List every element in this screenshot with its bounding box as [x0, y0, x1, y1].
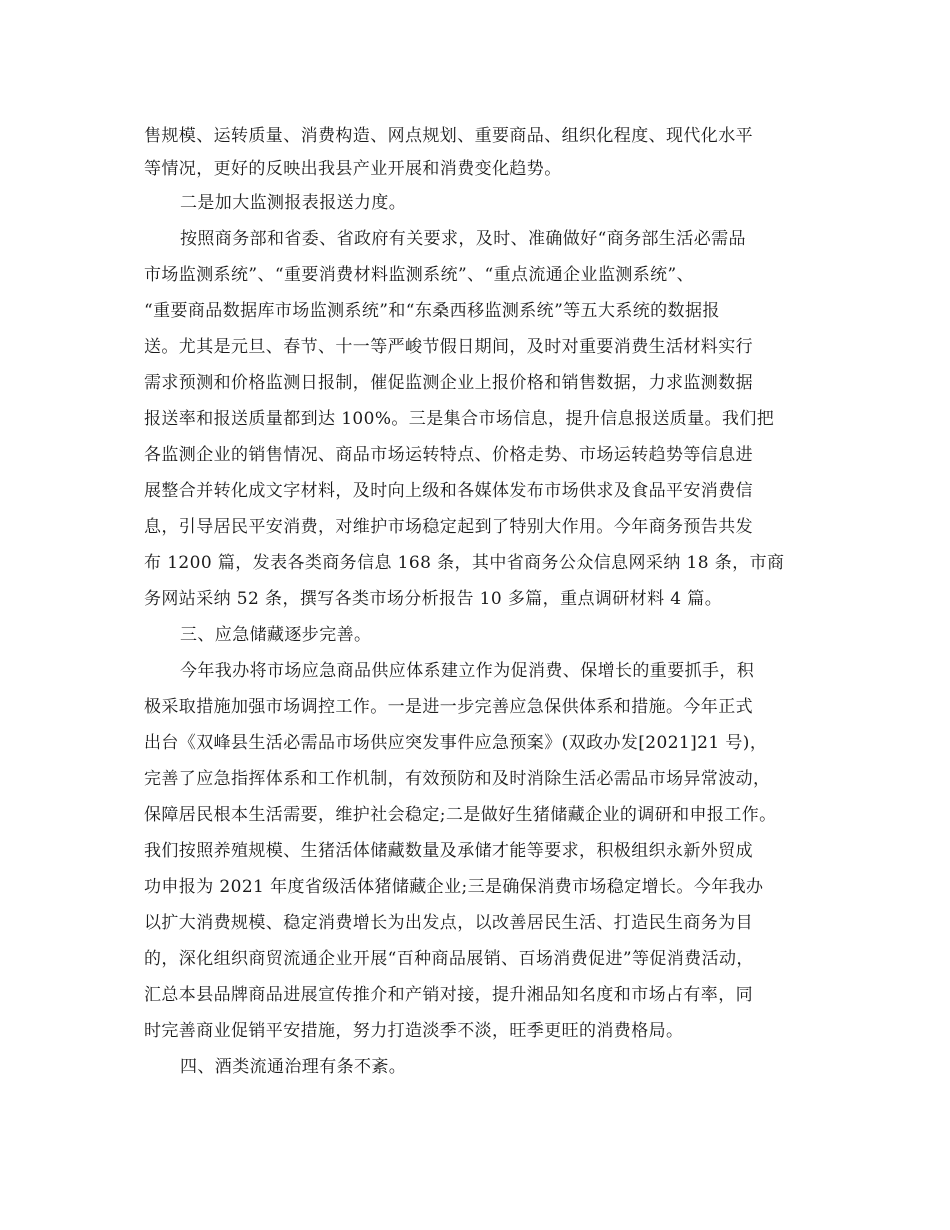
text-line: 按照商务部和省委、省政府有关要求，及时、准确做好“商务部生活必需品 [180, 229, 746, 249]
text-line: 以扩大消费规模、稳定消费增长为出发点，以改善居民生活、打造民生商务为目 [144, 913, 753, 933]
text-line: 功申报为 2021 年度省级活体猪储藏企业;三是确保消费市场稳定增长。今年我办 [144, 877, 764, 897]
text-line: 布 1200 篇，发表各类商务信息 168 条，其中省商务公众信息网采纳 18 条，市商 [144, 553, 785, 573]
text-line: 报送率和报送质量都到达 100%。三是集合市场信息，提升信息报送质量。我们把 [144, 409, 775, 429]
text-line: 市场监测系统”、“重要消费材料监测系统”、“重点流通企业监测系统”、 [144, 265, 695, 285]
text-line: 各监测企业的销售情况、商品市场运转特点、价格走势、市场运转趋势等信息进 [144, 445, 753, 465]
text-line: 时完善商业促销平安措施，努力打造淡季不淡，旺季更旺的消费格局。 [144, 1021, 684, 1041]
section-heading: 四、酒类流通治理有条不紊。 [180, 1057, 407, 1077]
text-line: 今年我办将市场应急商品供应体系建立作为促消费、保增长的重要抓手，积 [180, 661, 755, 681]
text-line: 出台《双峰县生活必需品市场供应突发事件应急预案》(双政办发[2021]21 号)， [144, 733, 768, 753]
text-line: “重要商品数据库市场监测系统”和“东桑西移监测系统”等五大系统的数据报 [144, 301, 720, 321]
text-line: 送。尤其是元旦、春节、十一等严峻节假日期间，及时对重要消费生活材料实行 [144, 337, 753, 357]
text-line: 我们按照养殖规模、生猪活体储藏数量及承储才能等要求，积极组织永新外贸成 [144, 841, 753, 861]
text-line: 息，引导居民平安消费，对维护市场稳定起到了特别大作用。今年商务预告共发 [144, 517, 753, 537]
text-line: 展整合并转化成文字材料，及时向上级和各媒体发布市场供求及食品平安消费信 [144, 481, 753, 501]
section-heading: 三、应急储藏逐步完善。 [180, 625, 372, 645]
text-line: 保障居民根本生活需要，维护社会稳定;二是做好生猪储藏企业的调研和申报工作。 [144, 805, 777, 825]
text-line: 完善了应急指挥体系和工作机制，有效预防和及时消除生活必需品市场异常波动， [144, 769, 771, 789]
text-line: 需求预测和价格监测日报制，催促监测企业上报价格和销售数据，力求监测数据 [144, 373, 753, 393]
text-line: 等情况，更好的反映出我县产业开展和消费变化趋势。 [144, 159, 562, 179]
text-line: 极采取措施加强市场调控工作。一是进一步完善应急保供体系和措施。今年正式 [144, 697, 753, 717]
text-line: 售规模、运转质量、消费构造、网点规划、重要商品、组织化程度、现代化水平 [144, 126, 753, 146]
text-line: 的，深化组织商贸流通企业开展“百种商品展销、百场消费促进”等促消费活动， [144, 949, 754, 969]
section-heading: 二是加大监测报表报送力度。 [180, 193, 407, 213]
text-line: 务网站采纳 52 条，撰写各类市场分析报告 10 多篇，重点调研材料 4 篇。 [144, 589, 723, 609]
text-line: 汇总本县品牌商品进展宣传推介和产销对接，提升湘品知名度和市场占有率，同 [144, 985, 753, 1005]
